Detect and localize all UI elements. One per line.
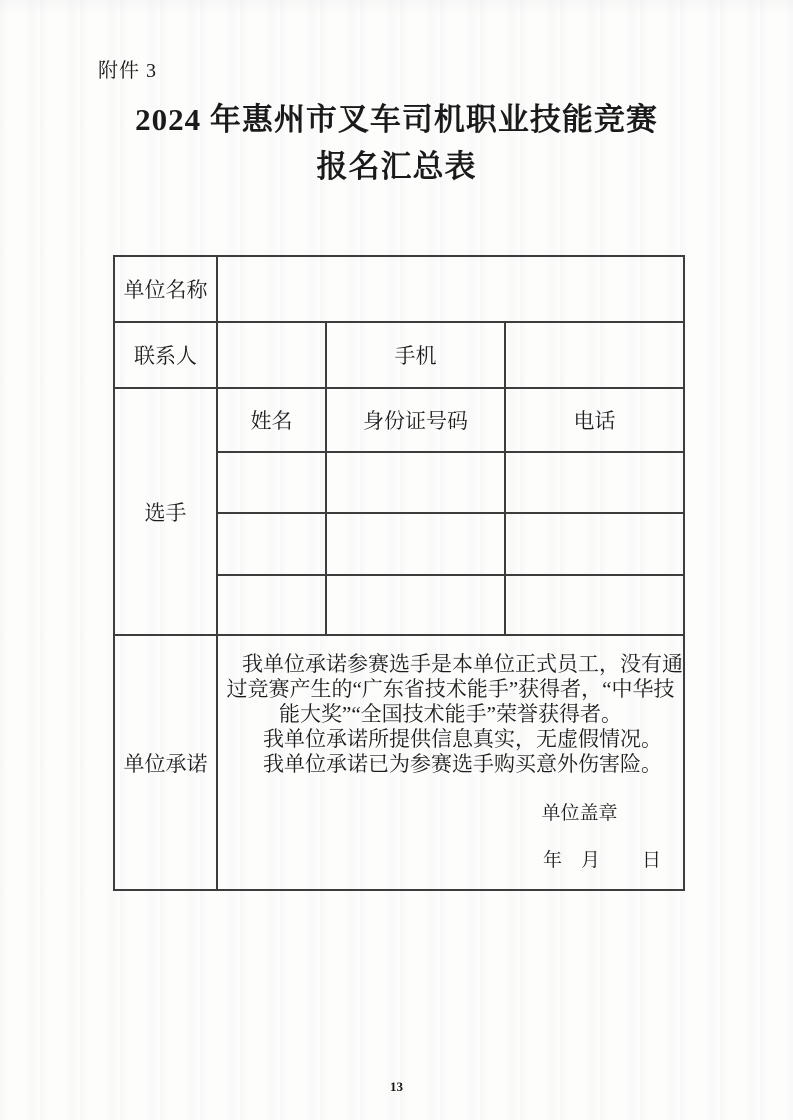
contestant-2-id-cell (326, 513, 505, 575)
attachment-label: 附件 3 (98, 60, 157, 82)
mobile-label: 手机 (326, 322, 505, 388)
unit-name-label: 单位名称 (114, 256, 217, 322)
registration-form-table (113, 255, 685, 891)
column-header-name: 姓名 (217, 388, 326, 452)
title-line-1: 2024 年惠州市叉车司机职业技能竞赛 (135, 102, 658, 137)
page-number: 13 (390, 1079, 403, 1094)
commitment-paragraph-2: 我单位承诺所提供信息真实，无虚假情况。 (263, 727, 663, 751)
table-row-contact (114, 322, 684, 388)
table-row-unit-name (114, 256, 684, 322)
title-line-2: 报名汇总表 (316, 149, 477, 184)
contact-person-label: 联系人 (114, 322, 217, 388)
contestant-2-name-cell (217, 513, 326, 575)
table-row-contestant-header (114, 388, 684, 452)
column-header-phone: 电话 (505, 388, 684, 452)
date-year-label: 年 (542, 850, 562, 871)
contestant-label: 选手 (114, 388, 217, 635)
contestant-1-name-cell (217, 452, 326, 513)
contestant-1-phone-cell (505, 452, 684, 513)
contestant-3-phone-cell (505, 575, 684, 635)
unit-seal-label: 单位盖章 (541, 803, 618, 824)
commitment-content-cell (217, 635, 684, 890)
contestant-1-id-cell (326, 452, 505, 513)
contestant-3-id-cell (326, 575, 505, 635)
date-day-label: 日 (642, 850, 662, 871)
table-row-commitment (114, 635, 684, 890)
contestant-3-name-cell (217, 575, 326, 635)
mobile-value-cell (505, 322, 684, 388)
contact-person-value-cell (217, 322, 326, 388)
date-month-label: 月 (581, 850, 601, 871)
commitment-paragraph-1: 我单位承诺参赛选手是本单位正式员工，没有通过竞赛产生的“广东省技术能手”获得者，“中华技能大奖”“全国技术能手”荣誉获得者。 (226, 652, 684, 726)
unit-name-value-cell (217, 256, 684, 322)
date-line (218, 848, 683, 873)
commitment-label: 单位承诺 (114, 635, 217, 890)
contestant-2-phone-cell (505, 513, 684, 575)
commitment-paragraph-3: 我单位承诺已为参赛选手购买意外伤害险。 (263, 752, 663, 776)
column-header-id-number: 身份证号码 (326, 388, 505, 452)
document-title (0, 96, 793, 190)
